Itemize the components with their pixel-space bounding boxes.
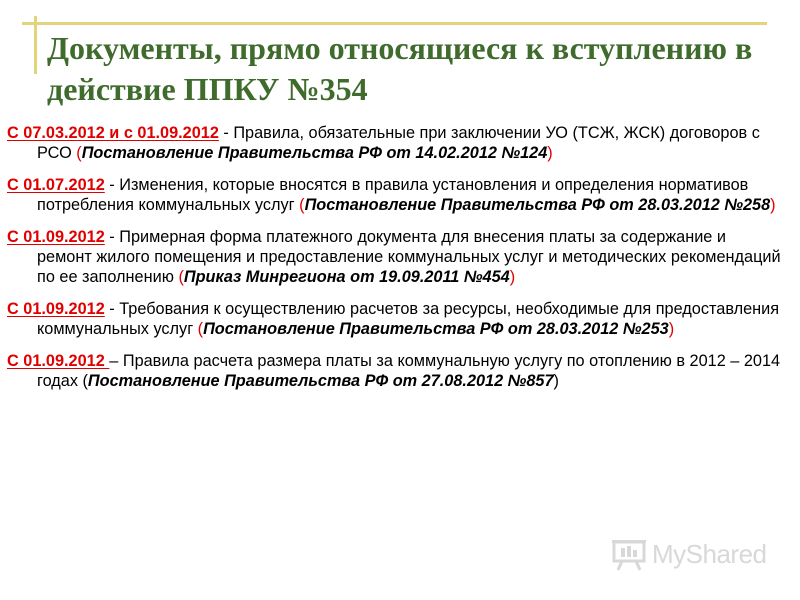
item-description: – Правила расчета размера платы за коммунальную услугу по отоплению в 2012 – 2014 годах ( [37, 352, 781, 390]
ref-close-paren: ) [668, 319, 675, 338]
list-item [7, 124, 782, 163]
item-description: - Правила, обязательные при заключении УО (ТСЖ, ЖСК) договоров с РСО [37, 124, 760, 162]
list-item [7, 228, 782, 287]
ref-open-paren: ( [299, 195, 305, 214]
ref-close-paren: ) [553, 371, 559, 390]
document-list [7, 124, 782, 405]
watermark-logo [612, 537, 772, 573]
list-item [7, 300, 782, 339]
watermark-text: MyShared [652, 539, 767, 569]
ref-close-paren: ) [770, 195, 776, 214]
document-reference: Постановление Правительства РФ от 28.03.2012 №258 [304, 195, 771, 214]
effective-date: С 01.09.2012 [7, 228, 105, 247]
effective-date: С 01.09.2012 [7, 300, 105, 319]
effective-date: С 07.03.2012 и с 01.09.2012 [7, 124, 219, 142]
document-reference: Приказ Минрегиона от 19.09.2011 №454 [183, 267, 510, 286]
title-accent-horizontal-line [22, 22, 767, 25]
ref-open-paren: ( [197, 319, 204, 338]
slide-title: Документы, прямо относящиеся к вступлению в действие ППКУ №354 [47, 30, 753, 107]
effective-date: С 01.07.2012 [7, 176, 105, 195]
document-reference: Постановление Правительства РФ от 27.08.2012 №857 [87, 371, 554, 390]
document-reference: Постановление Правительства РФ от 14.02.2012 №124 [81, 143, 548, 162]
ref-close-paren: ) [509, 267, 516, 286]
ref-open-paren: ( [76, 143, 82, 162]
item-description: - Примерная форма платежного документа для внесения платы за содержание и ремонт жилого помещения и предоставление коммунальных услуг и методических рекомендаций по ее заполнению [37, 228, 781, 286]
document-reference: Постановление Правительства РФ от 28.03.2012 №253 [203, 319, 669, 338]
list-item [7, 352, 782, 391]
item-description: - Изменения, которые вносятся в правила установления и определения нормативов потребления коммунальных услуг [37, 176, 749, 214]
presentation-board-icon [612, 539, 646, 576]
effective-date: С 01.09.2012 [7, 352, 110, 371]
ref-close-paren: ) [547, 143, 553, 162]
item-description: - Требования к осуществлению расчетов за ресурсы, необходимые для предоставления коммунальных услуг [37, 300, 780, 338]
ref-open-paren: ( [178, 267, 184, 286]
list-item [7, 176, 782, 215]
